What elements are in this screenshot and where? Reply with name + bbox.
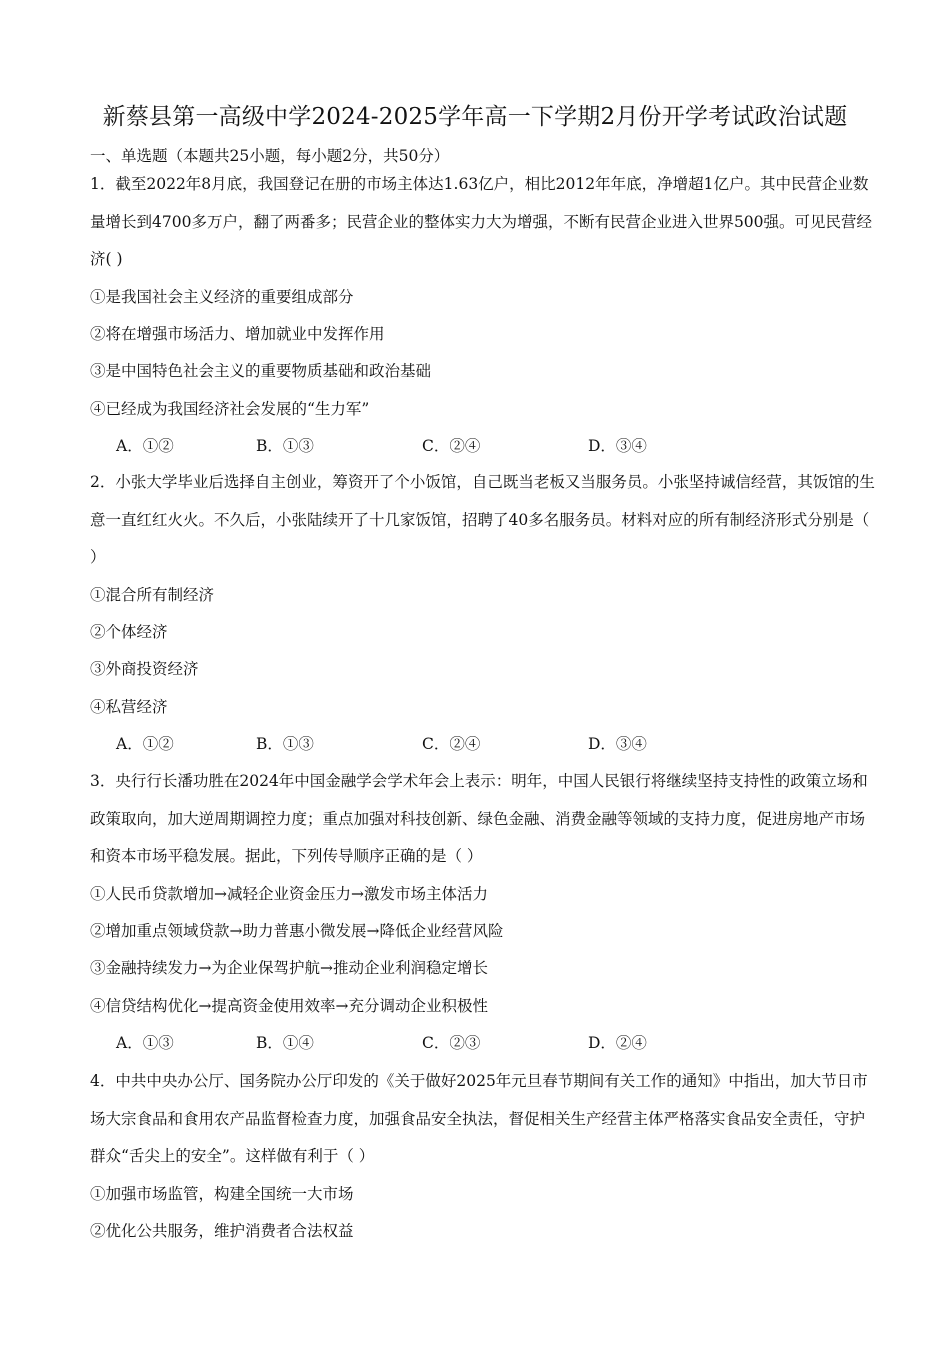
question-1-choices: [90, 428, 880, 465]
question-2-choice-a: A．①②: [116, 735, 174, 754]
question-4-option-2: ②优化公共服务，维护消费者合法权益: [90, 1221, 354, 1240]
question-1-choice-c: C．②④: [422, 437, 481, 456]
question-2-choice-d: D．③④: [588, 735, 647, 754]
question-2-choice-c: C．②④: [422, 735, 481, 754]
question-1-choice-d: D．③④: [588, 437, 647, 456]
question-3-option-2: ②增加重点领域贷款→助力普惠小微发展→降低企业经营风险: [90, 921, 504, 940]
question-3-choice-a: A．①③: [116, 1034, 174, 1053]
question-1-option-2: ②将在增强市场活力、增加就业中发挥作用: [90, 324, 385, 343]
question-3-option-4: ④信贷结构优化→提高资金使用效率→充分调动企业积极性: [90, 996, 488, 1015]
question-1-option-1: ①是我国社会主义经济的重要组成部分: [90, 287, 354, 306]
question-2-stem: 2．小张大学毕业后选择自主创业，筹资开了个小饭馆，自己既当老板又当服务员。小张坚持诚信经营，其饭馆的生意一直红红火火。不久后，小张陆续开了十几家饭馆，招聘了40多名服务员。材料对应的所有制经济形式分别是（ ）: [90, 473, 875, 566]
question-1-stem: 1．截至2022年8月底，我国登记在册的市场主体达1.63亿户，相比2012年年底，净增超1亿户。其中民营企业数量增长到4700多万户，翻了两番多；民营企业的整体实力大为增强，不断有民营企业进入世界500强。可见民营经济( ): [90, 175, 873, 268]
question-2-option-3: ③外商投资经济: [90, 660, 199, 679]
question-3-choices: [90, 1025, 880, 1062]
question-3: [90, 763, 880, 1063]
question-1-choice-a: A．①②: [116, 437, 174, 456]
exam-title: 新蔡县第一高级中学2024-2025学年高一下学期2月份开学考试政治试题: [102, 104, 848, 130]
question-3-option-1: ①人民币贷款增加→减轻企业资金压力→激发市场主体活力: [90, 884, 488, 903]
question-2-choices: [90, 726, 880, 763]
question-1-option-3: ③是中国特色社会主义的重要物质基础和政治基础: [90, 362, 432, 381]
question-2-option-2: ②个体经济: [90, 622, 168, 641]
question-3-choice-d: D．②④: [588, 1034, 647, 1053]
question-3-option-3: ③金融持续发力→为企业保驾护航→推动企业利润稳定增长: [90, 959, 488, 978]
question-3-choice-c: C．②③: [422, 1034, 481, 1053]
question-3-stem: 3．央行行长潘功胜在2024年中国金融学会学术年会上表示：明年，中国人民银行将继续坚持支持性的政策立场和政策取向，加大逆周期调控力度；重点加强对科技创新、绿色金融、消费金融等领域的支持力度，促进房地产市场和资本市场平稳发展。据此，下列传导顺序正确的是（ ）: [90, 772, 868, 865]
question-1: [90, 166, 880, 466]
question-2-option-4: ④私营经济: [90, 697, 168, 716]
question-1-choice-b: B．①③: [256, 437, 314, 456]
question-2-option-1: ①混合所有制经济: [90, 585, 215, 604]
question-4: [90, 1063, 880, 1250]
question-1-option-4: ④已经成为我国经济社会发展的“生力军”: [90, 399, 370, 418]
question-2-choice-b: B．①③: [256, 735, 314, 754]
section-heading: 一、单选题（本题共25小题，每小题2分，共50分）: [90, 147, 450, 165]
question-4-stem: 4．中共中央办公厅、国务院办公厅印发的《关于做好2025年元旦春节期间有关工作的通知》中指出，加大节日市场大宗食品和食用农产品监督检查力度，加强食品安全执法，督促相关生产经营主体严格落实食品安全责任，守护群众“舌尖上的安全”。这样做有利于（ ）: [90, 1072, 868, 1165]
question-3-choice-b: B．①④: [256, 1034, 314, 1053]
question-4-option-1: ①加强市场监管，构建全国统一大市场: [90, 1184, 354, 1203]
question-2: [90, 464, 880, 764]
